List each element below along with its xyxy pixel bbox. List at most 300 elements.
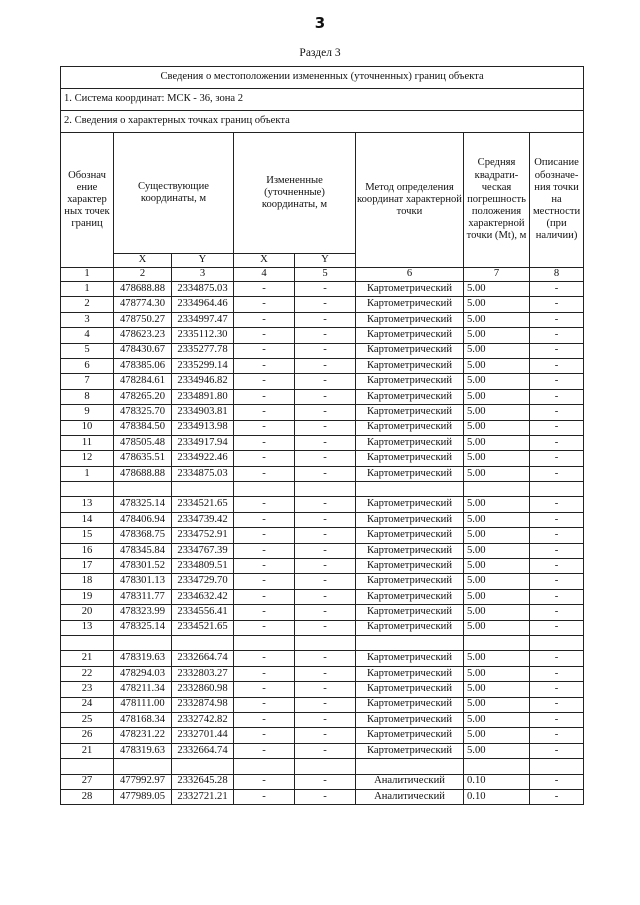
table-row	[61, 682, 584, 697]
x-changed-cell: -	[234, 743, 295, 758]
point-id-cell: 21	[61, 651, 114, 666]
table-row	[61, 451, 584, 466]
x-existing-cell: 478294.03	[114, 666, 172, 681]
empty-cell	[356, 482, 464, 497]
point-id-cell: 10	[61, 420, 114, 435]
x-changed-cell: -	[234, 543, 295, 558]
error-cell: 5.00	[464, 728, 530, 743]
empty-cell	[464, 482, 530, 497]
empty-cell	[464, 635, 530, 650]
empty-cell	[295, 635, 356, 650]
x-existing-cell: 478323.99	[114, 605, 172, 620]
method-cell: Картометрический	[356, 651, 464, 666]
error-cell: 5.00	[464, 712, 530, 727]
y-existing-cell: 2332645.28	[172, 774, 234, 789]
column-number: 6	[356, 268, 464, 282]
error-cell: 5.00	[464, 512, 530, 527]
coordinate-system: 1. Система координат: МСК - 36, зона 2	[61, 89, 584, 111]
y-existing-cell: 2334913.98	[172, 420, 234, 435]
point-id-cell: 28	[61, 789, 114, 804]
error-cell: 5.00	[464, 328, 530, 343]
description-cell: -	[530, 620, 584, 635]
y-changed-cell: -	[295, 328, 356, 343]
empty-cell	[61, 635, 114, 650]
method-cell: Картометрический	[356, 620, 464, 635]
point-id-cell: 3	[61, 312, 114, 327]
table-row	[61, 358, 584, 373]
point-id-cell: 12	[61, 451, 114, 466]
x-changed-cell: -	[234, 389, 295, 404]
x-existing-cell: 478325.14	[114, 497, 172, 512]
method-cell: Картометрический	[356, 589, 464, 604]
table-row	[61, 728, 584, 743]
table-row	[61, 343, 584, 358]
point-id-cell: 16	[61, 543, 114, 558]
table-row	[61, 466, 584, 481]
method-cell: Картометрический	[356, 389, 464, 404]
x-existing-cell: 478688.88	[114, 282, 172, 297]
table-row	[61, 743, 584, 758]
y-changed-cell: -	[295, 282, 356, 297]
description-cell: -	[530, 682, 584, 697]
x-existing-cell: 478430.67	[114, 343, 172, 358]
x-changed-cell: -	[234, 682, 295, 697]
error-cell: 5.00	[464, 374, 530, 389]
x-existing-cell: 478368.75	[114, 528, 172, 543]
method-cell: Картометрический	[356, 405, 464, 420]
table-row	[61, 420, 584, 435]
y-existing-cell: 2334729.70	[172, 574, 234, 589]
empty-cell	[356, 635, 464, 650]
y-changed-cell: -	[295, 789, 356, 804]
empty-cell	[530, 482, 584, 497]
boundary-points-table	[60, 66, 584, 805]
x-existing-cell: 478284.61	[114, 374, 172, 389]
empty-cell	[295, 482, 356, 497]
y-existing-cell: 2335299.14	[172, 358, 234, 373]
column-number: 1	[61, 268, 114, 282]
y-changed-cell: -	[295, 589, 356, 604]
y-changed-cell: -	[295, 466, 356, 481]
header-method: Метод определения координат характерной точки	[356, 133, 464, 268]
description-cell: -	[530, 466, 584, 481]
y-changed-cell: -	[295, 774, 356, 789]
y-existing-cell: 2335277.78	[172, 343, 234, 358]
error-cell: 5.00	[464, 651, 530, 666]
x-changed-cell: -	[234, 697, 295, 712]
x-existing-cell: 478311.77	[114, 589, 172, 604]
y-existing-cell: 2334875.03	[172, 282, 234, 297]
y-changed-cell: -	[295, 312, 356, 327]
y-changed-cell: -	[295, 389, 356, 404]
method-cell: Картометрический	[356, 466, 464, 481]
description-cell: -	[530, 743, 584, 758]
x-changed-cell: -	[234, 528, 295, 543]
point-id-cell: 14	[61, 512, 114, 527]
method-cell: Картометрический	[356, 682, 464, 697]
table-row	[61, 512, 584, 527]
x-changed-cell: -	[234, 405, 295, 420]
description-cell: -	[530, 282, 584, 297]
error-cell: 5.00	[464, 343, 530, 358]
error-cell: 5.00	[464, 697, 530, 712]
point-id-cell: 17	[61, 559, 114, 574]
y-changed-cell: -	[295, 712, 356, 727]
y-changed-cell: -	[295, 451, 356, 466]
x-changed-cell: -	[234, 728, 295, 743]
x-existing-cell: 478111.00	[114, 697, 172, 712]
empty-cell	[61, 482, 114, 497]
y-existing-cell: 2334556.41	[172, 605, 234, 620]
empty-cell	[114, 635, 172, 650]
y-existing-cell: 2334891.80	[172, 389, 234, 404]
y-existing-cell: 2334917.94	[172, 435, 234, 450]
x-changed-cell: -	[234, 343, 295, 358]
point-id-cell: 2	[61, 297, 114, 312]
table-row	[61, 435, 584, 450]
table-row	[61, 666, 584, 681]
y-changed-cell: -	[295, 358, 356, 373]
method-cell: Картометрический	[356, 420, 464, 435]
x-existing-cell: 477992.97	[114, 774, 172, 789]
header-x-existing: X	[114, 254, 172, 268]
error-cell: 5.00	[464, 574, 530, 589]
table-row	[61, 774, 584, 789]
y-existing-cell: 2332860.98	[172, 682, 234, 697]
empty-cell	[464, 759, 530, 774]
x-changed-cell: -	[234, 774, 295, 789]
description-cell: -	[530, 297, 584, 312]
point-id-cell: 1	[61, 466, 114, 481]
x-existing-cell: 478345.84	[114, 543, 172, 558]
y-changed-cell: -	[295, 620, 356, 635]
point-id-cell: 8	[61, 389, 114, 404]
error-cell: 5.00	[464, 620, 530, 635]
description-cell: -	[530, 312, 584, 327]
x-existing-cell: 478301.52	[114, 559, 172, 574]
description-cell: -	[530, 374, 584, 389]
y-changed-cell: -	[295, 497, 356, 512]
table-row	[61, 282, 584, 297]
method-cell: Картометрический	[356, 743, 464, 758]
method-cell: Картометрический	[356, 574, 464, 589]
y-existing-cell: 2334767.39	[172, 543, 234, 558]
description-cell: -	[530, 420, 584, 435]
y-existing-cell: 2334739.42	[172, 512, 234, 527]
empty-cell	[234, 635, 295, 650]
method-cell: Картометрический	[356, 312, 464, 327]
x-changed-cell: -	[234, 374, 295, 389]
x-changed-cell: -	[234, 420, 295, 435]
y-changed-cell: -	[295, 743, 356, 758]
method-cell: Аналитический	[356, 789, 464, 804]
method-cell: Картометрический	[356, 666, 464, 681]
empty-cell	[114, 759, 172, 774]
table-row	[61, 543, 584, 558]
error-cell: 0.10	[464, 789, 530, 804]
description-cell: -	[530, 389, 584, 404]
empty-cell	[172, 482, 234, 497]
x-existing-cell: 478265.20	[114, 389, 172, 404]
x-changed-cell: -	[234, 497, 295, 512]
description-cell: -	[530, 697, 584, 712]
x-changed-cell: -	[234, 589, 295, 604]
point-id-cell: 21	[61, 743, 114, 758]
point-id-cell: 27	[61, 774, 114, 789]
point-id-cell: 18	[61, 574, 114, 589]
column-number: 8	[530, 268, 584, 282]
y-changed-cell: -	[295, 297, 356, 312]
y-existing-cell: 2332664.74	[172, 651, 234, 666]
y-existing-cell: 2334752.91	[172, 528, 234, 543]
description-cell: -	[530, 512, 584, 527]
error-cell: 5.00	[464, 297, 530, 312]
description-cell: -	[530, 358, 584, 373]
error-cell: 5.00	[464, 389, 530, 404]
table-row	[61, 328, 584, 343]
column-number: 4	[234, 268, 295, 282]
x-changed-cell: -	[234, 358, 295, 373]
empty-cell	[234, 482, 295, 497]
blank-row	[61, 759, 584, 774]
error-cell: 5.00	[464, 528, 530, 543]
error-cell: 5.00	[464, 559, 530, 574]
y-existing-cell: 2332742.82	[172, 712, 234, 727]
empty-cell	[61, 759, 114, 774]
x-changed-cell: -	[234, 435, 295, 450]
x-changed-cell: -	[234, 451, 295, 466]
x-changed-cell: -	[234, 605, 295, 620]
method-cell: Картометрический	[356, 605, 464, 620]
table-row	[61, 589, 584, 604]
x-existing-cell: 478406.94	[114, 512, 172, 527]
method-cell: Картометрический	[356, 297, 464, 312]
table-row	[61, 405, 584, 420]
header-description: Описание обозначе- ния точки на местности (при наличии)	[530, 133, 584, 268]
error-cell: 5.00	[464, 497, 530, 512]
point-id-cell: 11	[61, 435, 114, 450]
y-changed-cell: -	[295, 559, 356, 574]
point-id-cell: 5	[61, 343, 114, 358]
x-changed-cell: -	[234, 574, 295, 589]
table-row	[61, 620, 584, 635]
description-cell: -	[530, 728, 584, 743]
empty-cell	[356, 759, 464, 774]
x-existing-cell: 478231.22	[114, 728, 172, 743]
point-id-cell: 22	[61, 666, 114, 681]
y-changed-cell: -	[295, 666, 356, 681]
error-cell: 5.00	[464, 605, 530, 620]
error-cell: 5.00	[464, 666, 530, 681]
description-cell: -	[530, 528, 584, 543]
x-changed-cell: -	[234, 297, 295, 312]
method-cell: Картометрический	[356, 343, 464, 358]
method-cell: Картометрический	[356, 543, 464, 558]
description-cell: -	[530, 666, 584, 681]
point-id-cell: 20	[61, 605, 114, 620]
method-cell: Картометрический	[356, 374, 464, 389]
point-id-cell: 23	[61, 682, 114, 697]
y-existing-cell: 2332721.21	[172, 789, 234, 804]
column-number: 2	[114, 268, 172, 282]
y-existing-cell: 2334922.46	[172, 451, 234, 466]
x-changed-cell: -	[234, 466, 295, 481]
header-error: Средняя квадрати- ческая погрешность положения характерной точки (Mt), м	[464, 133, 530, 268]
x-existing-cell: 478623.23	[114, 328, 172, 343]
point-id-cell: 9	[61, 405, 114, 420]
method-cell: Картометрический	[356, 528, 464, 543]
header-point-designation: Обознач ение характер ных точек границ	[61, 133, 114, 268]
y-existing-cell: 2334997.47	[172, 312, 234, 327]
y-changed-cell: -	[295, 512, 356, 527]
error-cell: 5.00	[464, 358, 530, 373]
x-existing-cell: 478385.06	[114, 358, 172, 373]
table-row	[61, 697, 584, 712]
method-cell: Картометрический	[356, 328, 464, 343]
section-title: Раздел 3	[299, 47, 341, 59]
y-existing-cell: 2332701.44	[172, 728, 234, 743]
x-existing-cell: 478319.63	[114, 651, 172, 666]
x-changed-cell: -	[234, 282, 295, 297]
header-y-changed: Y	[295, 254, 356, 268]
empty-cell	[234, 759, 295, 774]
table-row	[61, 297, 584, 312]
y-changed-cell: -	[295, 543, 356, 558]
error-cell: 5.00	[464, 405, 530, 420]
x-changed-cell: -	[234, 620, 295, 635]
error-cell: 5.00	[464, 543, 530, 558]
y-existing-cell: 2334875.03	[172, 466, 234, 481]
empty-cell	[530, 635, 584, 650]
x-existing-cell: 478635.51	[114, 451, 172, 466]
table-row	[61, 651, 584, 666]
column-number: 7	[464, 268, 530, 282]
x-changed-cell: -	[234, 312, 295, 327]
description-cell: -	[530, 605, 584, 620]
y-changed-cell: -	[295, 420, 356, 435]
y-existing-cell: 2334964.46	[172, 297, 234, 312]
x-changed-cell: -	[234, 651, 295, 666]
point-id-cell: 19	[61, 589, 114, 604]
y-changed-cell: -	[295, 343, 356, 358]
description-cell: -	[530, 497, 584, 512]
x-changed-cell: -	[234, 712, 295, 727]
y-changed-cell: -	[295, 682, 356, 697]
header-y-existing: Y	[172, 254, 234, 268]
x-changed-cell: -	[234, 559, 295, 574]
y-existing-cell: 2334946.82	[172, 374, 234, 389]
description-cell: -	[530, 543, 584, 558]
empty-cell	[295, 759, 356, 774]
y-existing-cell: 2334521.65	[172, 497, 234, 512]
description-cell: -	[530, 328, 584, 343]
y-existing-cell: 2332664.74	[172, 743, 234, 758]
blank-row	[61, 635, 584, 650]
y-existing-cell: 2334632.42	[172, 589, 234, 604]
method-cell: Картометрический	[356, 282, 464, 297]
table-row	[61, 605, 584, 620]
point-id-cell: 7	[61, 374, 114, 389]
error-cell: 5.00	[464, 420, 530, 435]
point-id-cell: 15	[61, 528, 114, 543]
method-cell: Картометрический	[356, 697, 464, 712]
point-id-cell: 26	[61, 728, 114, 743]
error-cell: 5.00	[464, 743, 530, 758]
y-changed-cell: -	[295, 528, 356, 543]
x-changed-cell: -	[234, 666, 295, 681]
x-existing-cell: 478211.34	[114, 682, 172, 697]
points-heading: 2. Сведения о характерных точках границ объекта	[61, 111, 584, 133]
error-cell: 0.10	[464, 774, 530, 789]
y-changed-cell: -	[295, 405, 356, 420]
description-cell: -	[530, 451, 584, 466]
x-existing-cell: 478168.34	[114, 712, 172, 727]
method-cell: Картометрический	[356, 435, 464, 450]
description-cell: -	[530, 405, 584, 420]
x-changed-cell: -	[234, 512, 295, 527]
point-id-cell: 13	[61, 620, 114, 635]
column-number: 3	[172, 268, 234, 282]
method-cell: Картометрический	[356, 451, 464, 466]
description-cell: -	[530, 343, 584, 358]
header-existing-coordinates: Существующие координаты, м	[114, 133, 234, 254]
blank-row	[61, 482, 584, 497]
x-existing-cell: 478301.13	[114, 574, 172, 589]
table-row	[61, 712, 584, 727]
y-changed-cell: -	[295, 697, 356, 712]
table-body	[61, 282, 584, 805]
error-cell: 5.00	[464, 451, 530, 466]
point-id-cell: 1	[61, 282, 114, 297]
error-cell: 5.00	[464, 435, 530, 450]
y-changed-cell: -	[295, 574, 356, 589]
method-cell: Картометрический	[356, 559, 464, 574]
table-row	[61, 374, 584, 389]
table-row	[61, 574, 584, 589]
x-existing-cell: 478325.70	[114, 405, 172, 420]
x-existing-cell: 478774.30	[114, 297, 172, 312]
y-existing-cell: 2335112.30	[172, 328, 234, 343]
method-cell: Картометрический	[356, 512, 464, 527]
error-cell: 5.00	[464, 312, 530, 327]
description-cell: -	[530, 712, 584, 727]
y-changed-cell: -	[295, 651, 356, 666]
table-row	[61, 389, 584, 404]
y-existing-cell: 2332803.27	[172, 666, 234, 681]
error-cell: 5.00	[464, 589, 530, 604]
x-existing-cell: 478319.63	[114, 743, 172, 758]
x-existing-cell: 478688.88	[114, 466, 172, 481]
y-existing-cell: 2334903.81	[172, 405, 234, 420]
table-row	[61, 528, 584, 543]
table-row	[61, 559, 584, 574]
table-title: Сведения о местоположении измененных (уточненных) границ объекта	[61, 67, 584, 89]
empty-cell	[172, 759, 234, 774]
y-existing-cell: 2334521.65	[172, 620, 234, 635]
x-changed-cell: -	[234, 328, 295, 343]
description-cell: -	[530, 435, 584, 450]
empty-cell	[530, 759, 584, 774]
error-cell: 5.00	[464, 466, 530, 481]
column-number: 5	[295, 268, 356, 282]
method-cell: Картометрический	[356, 728, 464, 743]
error-cell: 5.00	[464, 682, 530, 697]
x-existing-cell: 478384.50	[114, 420, 172, 435]
description-cell: -	[530, 774, 584, 789]
table-row	[61, 312, 584, 327]
y-existing-cell: 2332874.98	[172, 697, 234, 712]
description-cell: -	[530, 559, 584, 574]
